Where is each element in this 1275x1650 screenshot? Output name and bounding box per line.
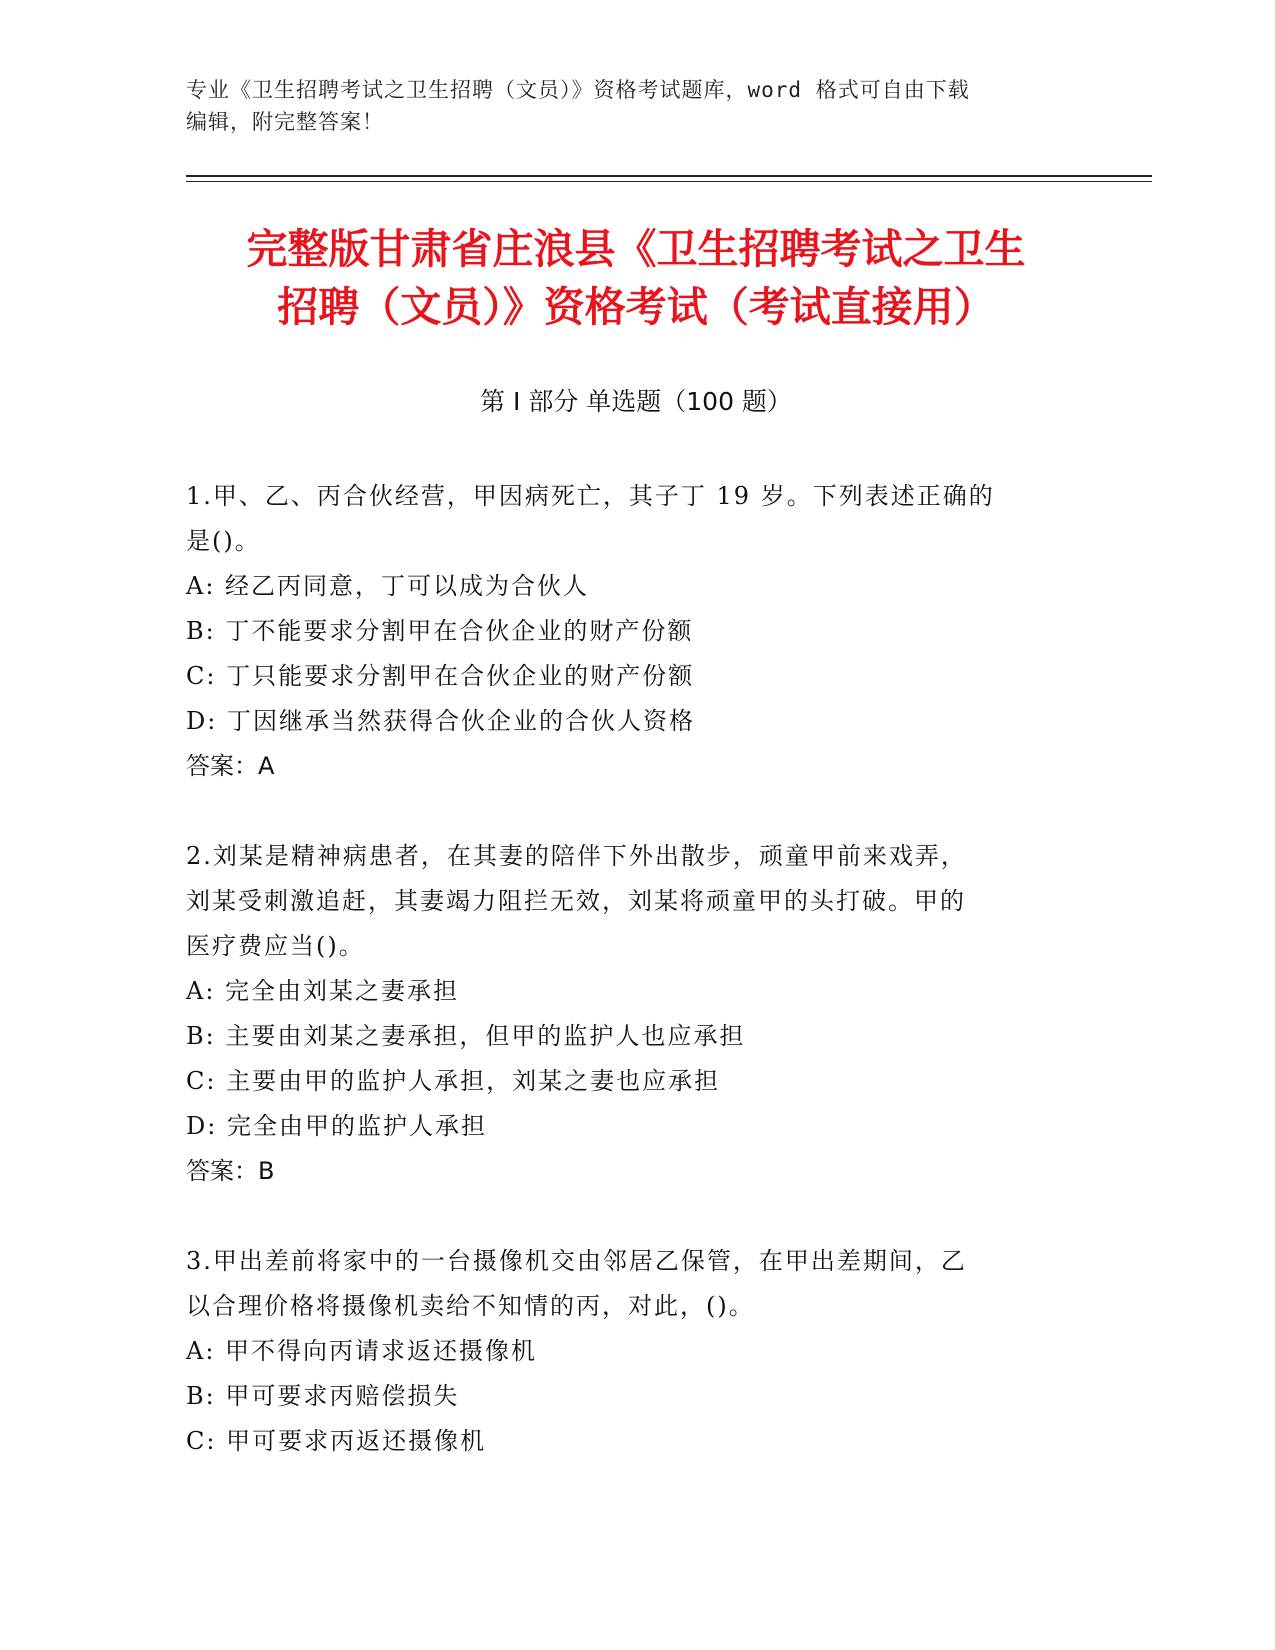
section-heading: 第 I 部分 单选题（100 题） <box>480 387 792 416</box>
question-stem: 3.甲出差前将家中的一台摄像机交由邻居乙保管，在甲出差期间，乙 <box>186 1247 967 1275</box>
option-c: C: 甲可要求丙返还摄像机 <box>186 1427 487 1455</box>
option-d: D: 完全由甲的监护人承担 <box>186 1112 487 1140</box>
header-note-line: 编辑，附完整答案！ <box>186 110 384 134</box>
question-1 <box>186 474 1086 789</box>
question-stem: 1.甲、乙、丙合伙经营，甲因病死亡，其子丁 19 岁。下列表述正确的 <box>186 482 995 510</box>
question-stem: 医疗费应当()。 <box>186 932 365 960</box>
question-2 <box>186 834 1086 1194</box>
answer: 答案：A <box>186 752 275 780</box>
question-stem: 刘某受刺激追赶，其妻竭力阻拦无效，刘某将顽童甲的头打破。甲的 <box>186 887 966 915</box>
question-stem: 2.刘某是精神病患者，在其妻的陪伴下外出散步，顽童甲前来戏弄， <box>186 842 967 870</box>
option-b: B: 丁不能要求分割甲在合伙企业的财产份额 <box>186 617 694 645</box>
question-list <box>186 474 1086 1509</box>
document-title-line: 招聘（文员）》资格考试（考试直接用） <box>277 283 995 331</box>
option-a: A: 经乙丙同意，丁可以成为合伙人 <box>186 572 590 600</box>
option-b: B: 甲可要求丙赔偿损失 <box>186 1382 460 1410</box>
header-divider-thick <box>186 175 1152 177</box>
header-note <box>186 74 1086 138</box>
option-d: D: 丁因继承当然获得合伙企业的合伙人资格 <box>186 707 695 735</box>
question-stem: 是()。 <box>186 527 261 555</box>
question-3 <box>186 1239 1086 1464</box>
question-stem: 以合理价格将摄像机卖给不知情的丙，对此，()。 <box>186 1292 755 1320</box>
option-c: C: 丁只能要求分割甲在合伙企业的财产份额 <box>186 662 695 690</box>
option-a: A: 甲不得向丙请求返还摄像机 <box>186 1337 538 1365</box>
header-note-line: 专业《卫生招聘考试之卫生招聘（文员）》资格考试题库，word 格式可自由下载 <box>186 78 970 102</box>
document-title <box>186 220 1086 336</box>
answer: 答案：B <box>186 1157 275 1185</box>
document-title-line: 完整版甘肃省庄浪县《卫生招聘考试之卫生 <box>246 225 1026 273</box>
option-a: A: 完全由刘某之妻承担 <box>186 977 460 1005</box>
option-c: C: 主要由甲的监护人承担，刘某之妻也应承担 <box>186 1067 721 1095</box>
option-b: B: 主要由刘某之妻承担，但甲的监护人也应承担 <box>186 1022 746 1050</box>
header-divider-thin <box>186 181 1152 182</box>
